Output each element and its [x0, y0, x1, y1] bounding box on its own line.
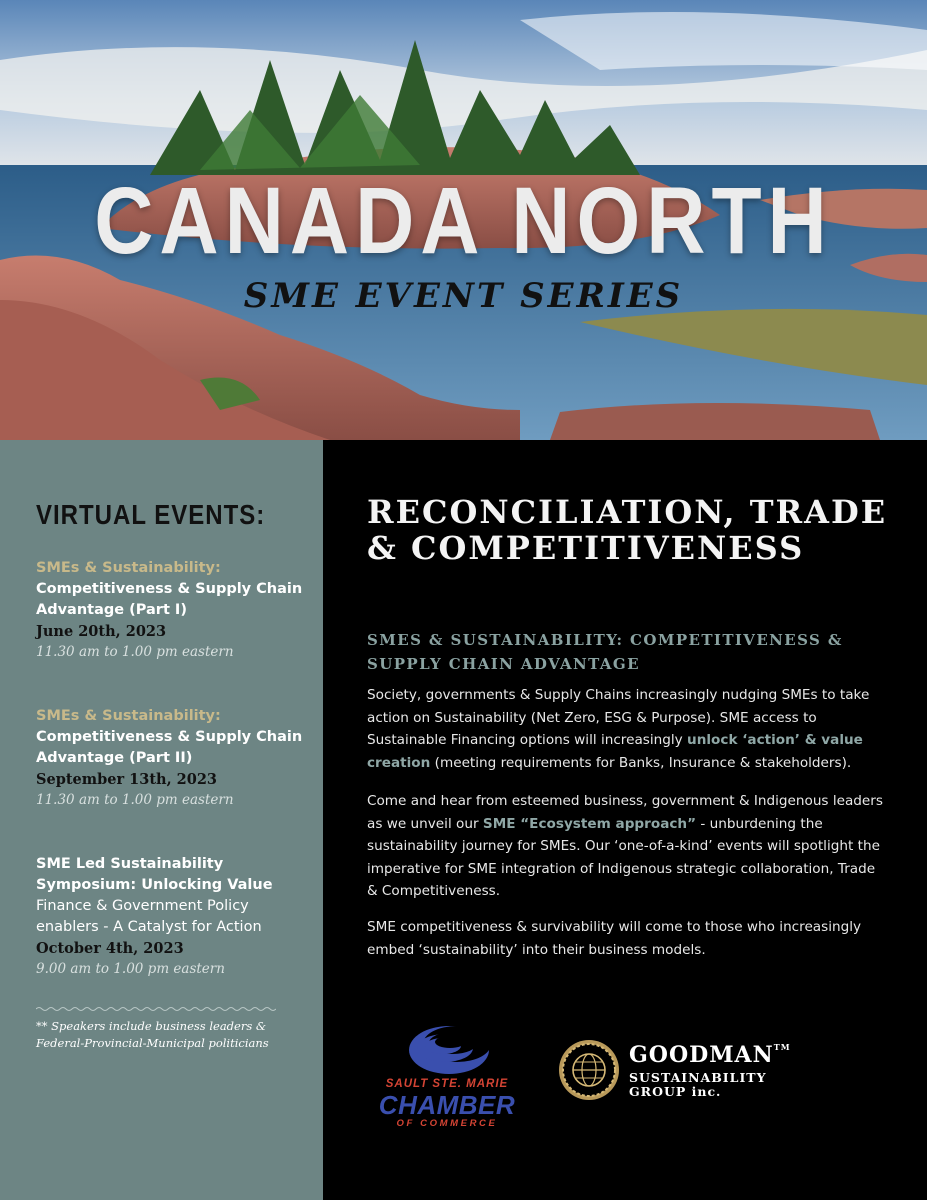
goodman-logo-line3: GROUP inc.	[629, 1084, 722, 1099]
speakers-footnote: ** Speakers include business leaders & Federal-Provincial-Municipal politicians	[36, 1019, 269, 1050]
event-item	[36, 706, 306, 811]
trademark: TM	[773, 1042, 791, 1052]
section-subtitle: SMES & SUSTAINABILITY: COMPETITIVENESS & SUPPLY CHAIN ADVANTAGE	[367, 631, 843, 673]
text-run: (meeting requirements for Banks, Insurance & stakeholders).	[430, 754, 852, 771]
event-title: Competitiveness & Supply Chain Advantage (Part I)	[36, 581, 303, 618]
paragraph-ecosystem	[367, 790, 887, 903]
text-run: Society, governments & Supply Chains increasingly nudging SMEs to take action on Sustainability (Net Zero, ESG & Purpose). SME access to Sustainable Financing options will increasingly	[367, 687, 870, 748]
event-time: 11.30 am to 1.00 pm eastern	[36, 644, 234, 660]
chamber-logo-line1: SAULT STE. MARIE	[385, 1078, 509, 1090]
chamber-logo	[367, 1018, 527, 1130]
event-kicker: SMEs & Sustainability:	[36, 560, 221, 576]
goodman-name: GOODMAN	[629, 1042, 774, 1068]
main-content	[323, 440, 927, 1200]
hero-title: CANADA NORTH	[94, 169, 833, 274]
event-time: 9.00 am to 1.00 pm eastern	[36, 961, 225, 977]
event-title: SME Led Sustainability Symposium: Unlocking Value	[36, 856, 273, 893]
event-time: 11.30 am to 1.00 pm eastern	[36, 792, 234, 808]
event-item	[36, 558, 306, 663]
event-date: June 20th, 2023	[36, 623, 167, 640]
wavy-divider	[36, 1006, 276, 1012]
globe-seal-icon	[557, 1038, 621, 1102]
chamber-swirl-icon	[367, 1018, 527, 1078]
event-date: September 13th, 2023	[36, 771, 218, 788]
event-kicker: SMEs & Sustainability:	[36, 708, 221, 724]
paragraph-intro	[367, 684, 887, 774]
virtual-events-heading: VIRTUAL EVENTS:	[36, 500, 266, 532]
event-subtitle: Finance & Government Policy enablers - A Catalyst for Action	[36, 898, 262, 935]
goodman-logo-line2: SUSTAINABILITY	[629, 1070, 767, 1085]
highlight-text: unlock ‘action’ & value creation	[367, 732, 863, 771]
main-title: RECONCILIATION, TRADE & COMPETITIVENESS	[367, 493, 888, 567]
paragraph-closing: SME competitiveness & survivability will come to those who increasingly embed ‘sustainability’ into their business models.	[367, 919, 862, 958]
event-item	[36, 854, 306, 980]
goodman-logo	[557, 1038, 797, 1110]
text-run: - unburdening the sustainability journey for SMEs. Our ‘one-of-a-kind’ events will spotlight the imperative for SME integration of Indigenous strategic collaboration, Trade & Competitiveness.	[367, 815, 880, 899]
chamber-logo-line2: CHAMBER	[378, 1090, 516, 1120]
chamber-logo-line3: OF COMMERCE	[396, 1118, 498, 1129]
goodman-logo-line1	[629, 1042, 791, 1068]
text-run: Come and hear from esteemed business, government & Indigenous leaders as we unveil our	[367, 793, 883, 832]
event-title: Competitiveness & Supply Chain Advantage (Part II)	[36, 729, 303, 766]
sidebar-events	[0, 440, 323, 1200]
event-date: October 4th, 2023	[36, 940, 184, 957]
highlight-text: SME “Ecosystem approach”	[482, 815, 697, 832]
hero-subtitle: SME EVENT SERIES	[243, 276, 684, 316]
hero-banner	[0, 0, 927, 440]
